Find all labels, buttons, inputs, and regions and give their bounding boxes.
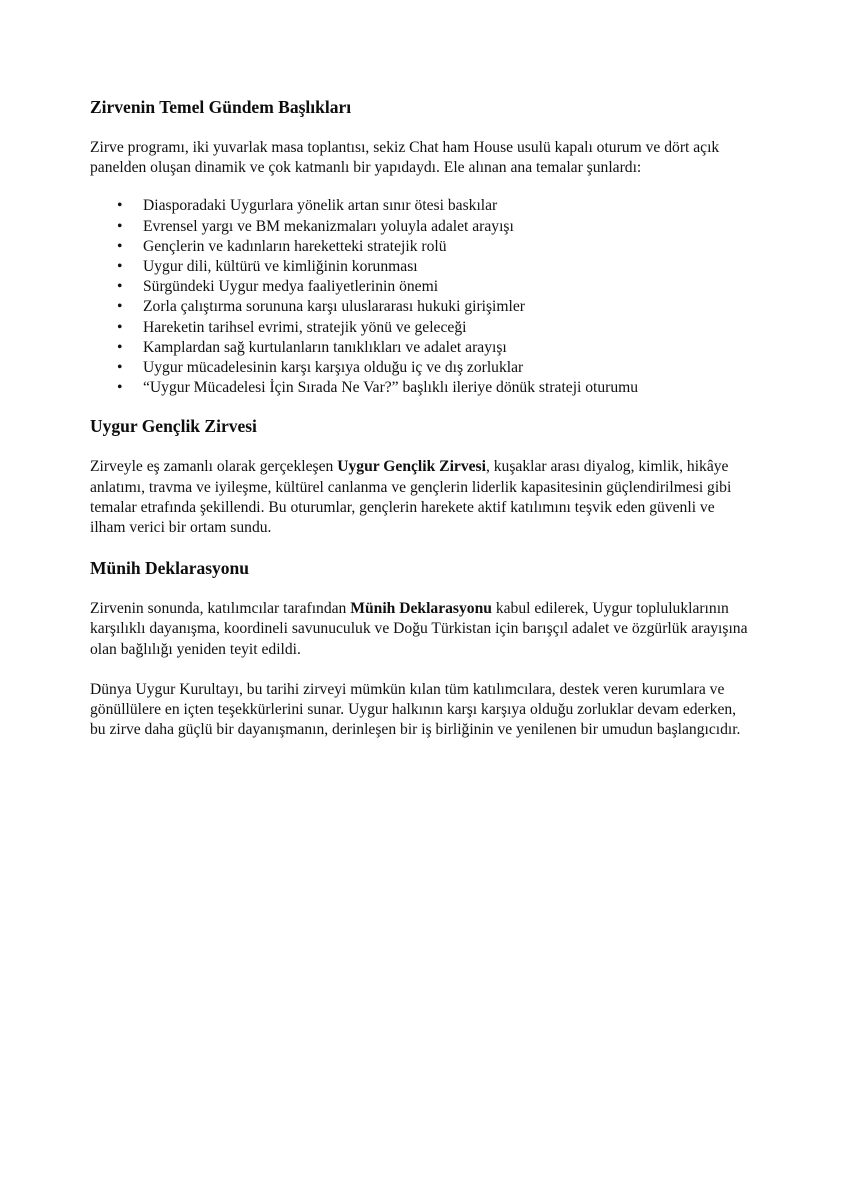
section-heading-agenda: Zirvenin Temel Gündem Başlıkları [90, 97, 352, 117]
bullet-icon: • [117, 197, 123, 215]
bullet-icon: • [117, 217, 123, 235]
list-item: • Uygur dili, kültürü ve kimliğinin korunması [90, 257, 750, 277]
munich-declaration-paragraph: Zirvenin sonunda, katılımcılar tarafından Münih Deklarasyonu kabul edilerek, Uygur topluluklarının karşılıklı dayanışma, koordineli savunuculuk ve Doğu Türkistan için barışçıl adalet ve özgürlük arayışına olan bağlılığı yeniden teyit edildi. [90, 600, 748, 658]
bullet-icon: • [117, 379, 123, 397]
list-item: • Kamplardan sağ kurtulanların tanıklıkları ve adalet arayışı [90, 338, 750, 358]
list-item: • Hareketin tarihsel evrimi, stratejik yönü ve geleceği [90, 318, 750, 338]
section-heading-munich-declaration: Münih Deklarasyonu [90, 558, 249, 579]
list-item: • Gençlerin ve kadınların hareketteki stratejik rolü [90, 237, 750, 257]
section-heading-youth-summit: Uygur Gençlik Zirvesi [90, 416, 257, 437]
bullet-icon: • [117, 359, 123, 377]
list-item: • Sürgündeki Uygur medya faaliyetlerinin önemi [90, 277, 750, 297]
bullet-icon: • [117, 278, 123, 296]
youth-summit-paragraph: Zirveyle eş zamanlı olarak gerçekleşen Uygur Gençlik Zirvesi, kuşaklar arası diyalog, kimlik, hikâye anlatımı, travma ve iyileşme, kültürel canlanma ve gençlerin liderlik kapasitesinin güçlendirilmesi gibi temalar etrafında şekillendi. Bu oturumlar, gençlerin harekete aktif katılımını teşvik eden güvenli ve ilham verici bir ortam sundu. [90, 458, 732, 537]
bullet-icon: • [117, 258, 123, 276]
list-item: • Zorla çalıştırma sorununa karşı uluslararası hukuki girişimler [90, 297, 750, 317]
list-item: • “Uygur Mücadelesi İçin Sırada Ne Var?” başlıklı ileriye dönük strateji oturumu [90, 378, 750, 398]
bullet-icon: • [117, 318, 123, 336]
youth-summit-bold-term: Uygur Gençlik Zirvesi [337, 458, 486, 476]
list-item: • Diasporadaki Uygurlara yönelik artan sınır ötesi baskılar [90, 196, 750, 216]
list-item: • Uygur mücadelesinin karşı karşıya olduğu iç ve dış zorluklar [90, 358, 750, 378]
closing-thanks-paragraph: Dünya Uygur Kurultayı, bu tarihi zirveyi mümkün kılan tüm katılımcılara, destek veren kurumlara ve gönüllülere en içten teşekkürlerini sunar. Uygur halkının karşı karşıya olduğu zorluklar devam ederken, bu zirve daha güçlü bir dayanışmanın, derinleşen bir iş birliğinin ve yenilenen bir umudun başlangıcıdır. [90, 680, 741, 739]
document-page [90, 96, 750, 740]
bullet-icon: • [117, 338, 123, 356]
agenda-topics-list [90, 196, 750, 398]
munich-declaration-bold-term: Münih Deklarasyonu [350, 600, 492, 618]
agenda-intro-paragraph: Zirve programı, iki yuvarlak masa toplantısı, sekiz Chat ham House usulü kapalı oturum ve dört açık panelden oluşan dinamik ve çok katmanlı bir yapıdaydı. Ele alınan ana temalar şunlardı: [90, 139, 720, 177]
bullet-icon: • [117, 237, 123, 255]
list-item: • Evrensel yargı ve BM mekanizmaları yoluyla adalet arayışı [90, 217, 750, 237]
bullet-icon: • [117, 298, 123, 316]
